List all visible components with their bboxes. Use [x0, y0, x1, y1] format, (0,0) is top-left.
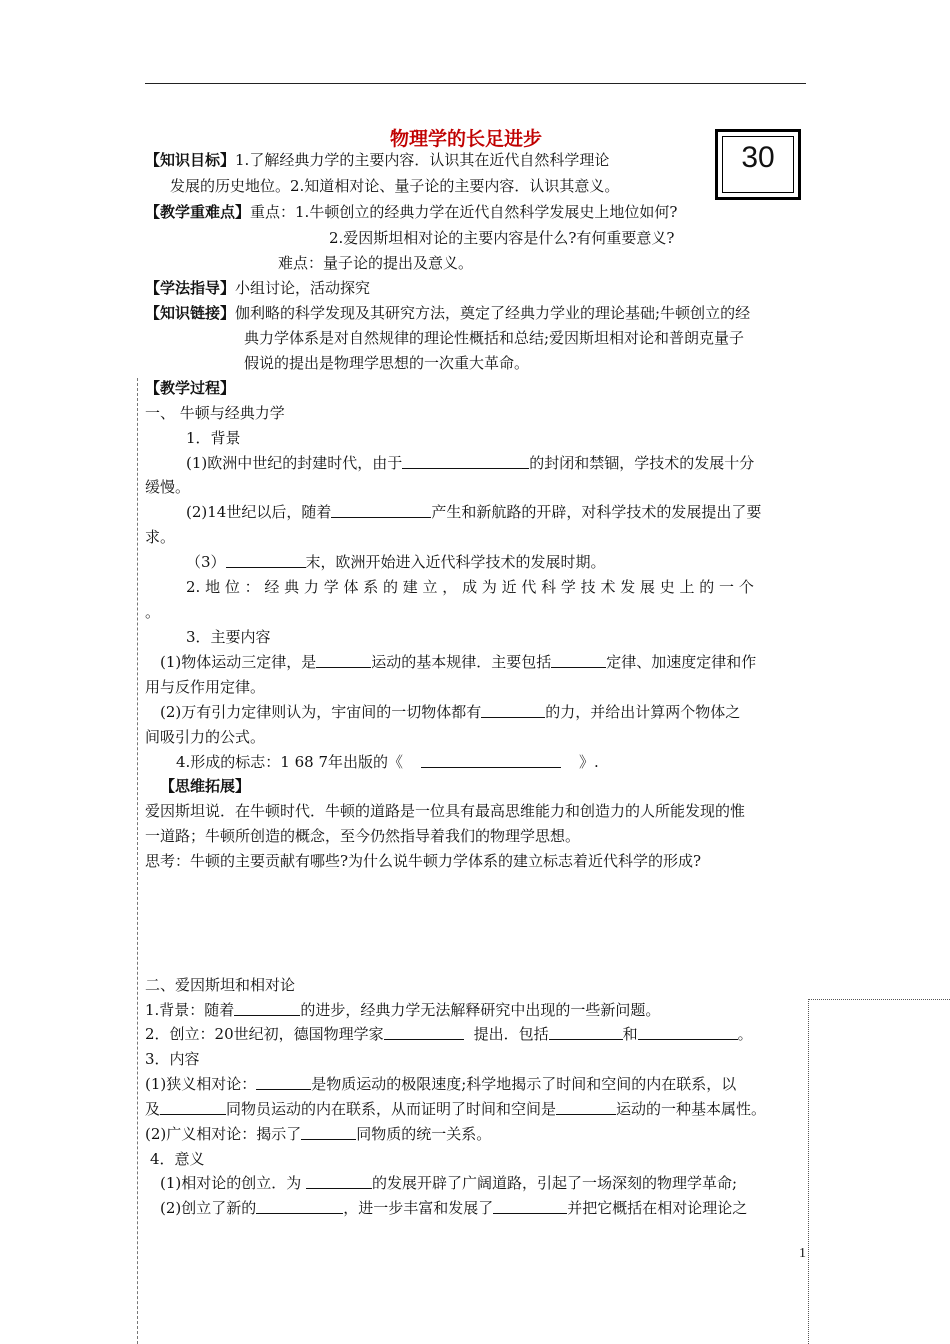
fill-blank[interactable]: [493, 1198, 567, 1214]
fill-blank[interactable]: [256, 1198, 343, 1214]
section-2-title: 二、爱因斯坦和相对论: [145, 976, 296, 994]
thinking-extension-label: 【思维拓展】: [160, 777, 251, 795]
knowledge-link-line-1: [145, 303, 750, 323]
background-item-3: （3） 末，欧洲开始进入近代科学技术的发展时期。: [186, 553, 606, 571]
lesson-number: 30: [741, 141, 775, 174]
knowledge-goal-text-1: 1.了解经典力学的主要内容．认识其在近代自然科学理论: [235, 151, 610, 169]
thinking-question: 思考：牛顿的主要贡献有哪些?为什么说牛顿力学体系的建立标志着近代科学的形成?: [145, 852, 702, 870]
key-points-line-3: 难点：量子论的提出及意义。: [278, 254, 474, 272]
section-1-title: 一、 牛顿与经典力学: [145, 404, 285, 422]
knowledge-goal-line-2: 发展的历史地位。2.知道相对论、量子论的主要内容．认识其意义。: [170, 177, 620, 195]
significance-item-2: (2)创立了新的 ，进一步丰富和发展了 并把它概括在相对论理论之: [160, 1199, 748, 1217]
background-item-2-cont: 求。: [145, 528, 176, 546]
relativity-background: 1.背景：随着 的进步，经典力学无法解释研究中出现的一些新问题。: [145, 1001, 661, 1019]
relativity-creation: 2．创立：20世纪初，德国物理学家 提出．包括 和 。: [145, 1025, 753, 1043]
special-relativity: (1)狭义相对论： 是物质运动的极限速度;科学地揭示了时间和空间的内在联系，以: [145, 1075, 737, 1093]
fill-blank[interactable]: [638, 1024, 738, 1040]
knowledge-goal-label: 【知识目标】: [145, 151, 236, 169]
lesson-number-box: [715, 129, 801, 200]
page-title: 物理学的长足进步: [390, 128, 543, 150]
thinking-text-2: 一道路；牛顿所创造的概念，至今仍然指导着我们的物理学思想。: [145, 827, 581, 845]
fill-blank[interactable]: [301, 1124, 356, 1140]
main-content-title: 3．主要内容: [186, 628, 271, 646]
fill-blank[interactable]: [316, 652, 371, 668]
fill-blank[interactable]: [556, 1099, 616, 1115]
key-points-line-2: 2.爱因斯坦相对论的主要内容是什么?有何重要意义?: [329, 229, 675, 247]
left-margin-line: [137, 378, 138, 1344]
relativity-content-title: 3．内容: [145, 1050, 200, 1068]
fill-blank[interactable]: [234, 1000, 300, 1016]
key-points-label: 【教学重难点】: [145, 203, 251, 221]
main-content-item-2-cont: 间吸引力的公式。: [145, 728, 266, 746]
background-item-1-cont: 缓慢。: [145, 478, 191, 496]
knowledge-link-line-2: 典力学体系是对自然规律的理论性概括和总结;爱因斯坦相对论和普朗克量子: [244, 329, 745, 347]
background-item-2: (2)14世纪以后，随着 产生和新航路的开辟，对科学技术的发展提出了要: [186, 503, 762, 521]
study-method-text: 小组讨论，活动探究: [235, 279, 371, 297]
formation-mark-line: 4.形成的标志：1 68 7年出版的《 》.: [176, 753, 599, 771]
significance-item-1: (1)相对论的创立．为 的发展开辟了广阔道路，引起了一场深刻的物理学革命;: [160, 1174, 738, 1192]
general-relativity: (2)广义相对论：揭示了 同物质的统一关系。: [145, 1125, 492, 1143]
main-content-item-1-cont: 用与反作用定律。: [145, 678, 266, 696]
background-title: 1．背景: [186, 429, 241, 447]
position-line: 2. 地 位 ： 经 典 力 学 体 系 的 建 立 ， 成 为 近 代 科 学 技 术 发 展 史 上 的 一 个: [186, 578, 754, 596]
teaching-process-label: 【教学过程】: [145, 379, 236, 397]
right-dotted-rule: [808, 999, 950, 1000]
background-item-1: (1)欧洲中世纪的封建时代，由于 的封闭和禁锢，学技术的发展十分: [186, 454, 755, 472]
fill-blank[interactable]: [160, 1099, 226, 1115]
key-points-line-1: [145, 202, 677, 222]
fill-blank[interactable]: [551, 652, 606, 668]
study-method-label: 【学法指导】: [145, 279, 236, 297]
fill-blank[interactable]: [549, 1024, 623, 1040]
top-rule: [145, 83, 806, 84]
thinking-text-1: 爱因斯坦说．在牛顿时代．牛顿的道路是一位具有最高思维能力和创造力的人所能发现的惟: [145, 802, 746, 820]
right-dotted-line: [808, 999, 809, 1344]
main-content-item-2: (2)万有引力定律则认为，宇宙间的一切物体都有 的力，并给出计算两个物体之: [160, 703, 741, 721]
fill-blank[interactable]: [481, 702, 545, 718]
page-number: 1: [799, 1246, 806, 1261]
fill-blank[interactable]: [384, 1024, 464, 1040]
main-content-item-1: (1)物体运动三定律，是 运动的基本规律．主要包括 定律、加速度定律和作: [160, 653, 757, 671]
special-relativity-cont: 及 同物员运动的内在联系，从而证明了时间和空间是 运动的一种基本属性。: [145, 1100, 767, 1118]
knowledge-link-text-1: 伽利略的科学发现及其研究方法，奠定了经典力学业的理论基础;牛顿创立的经: [235, 304, 751, 322]
position-line-cont: 。: [145, 603, 161, 621]
fill-blank[interactable]: [331, 502, 431, 518]
knowledge-goal-line-1: [145, 150, 609, 170]
fill-blank[interactable]: [421, 752, 561, 768]
key-points-text-1: 重点：1.牛顿创立的经典力学在近代自然科学发展史上地位如何?: [250, 203, 678, 221]
fill-blank[interactable]: [226, 552, 306, 568]
knowledge-link-line-3: 假说的提出是物理学思想的一次重大革命。: [244, 354, 530, 372]
fill-blank[interactable]: [306, 1173, 372, 1189]
fill-blank[interactable]: [256, 1074, 311, 1090]
knowledge-link-label: 【知识链接】: [145, 304, 236, 322]
fill-blank[interactable]: [402, 453, 529, 469]
significance-title: 4．意义: [150, 1150, 205, 1168]
study-method-line: [145, 278, 370, 298]
